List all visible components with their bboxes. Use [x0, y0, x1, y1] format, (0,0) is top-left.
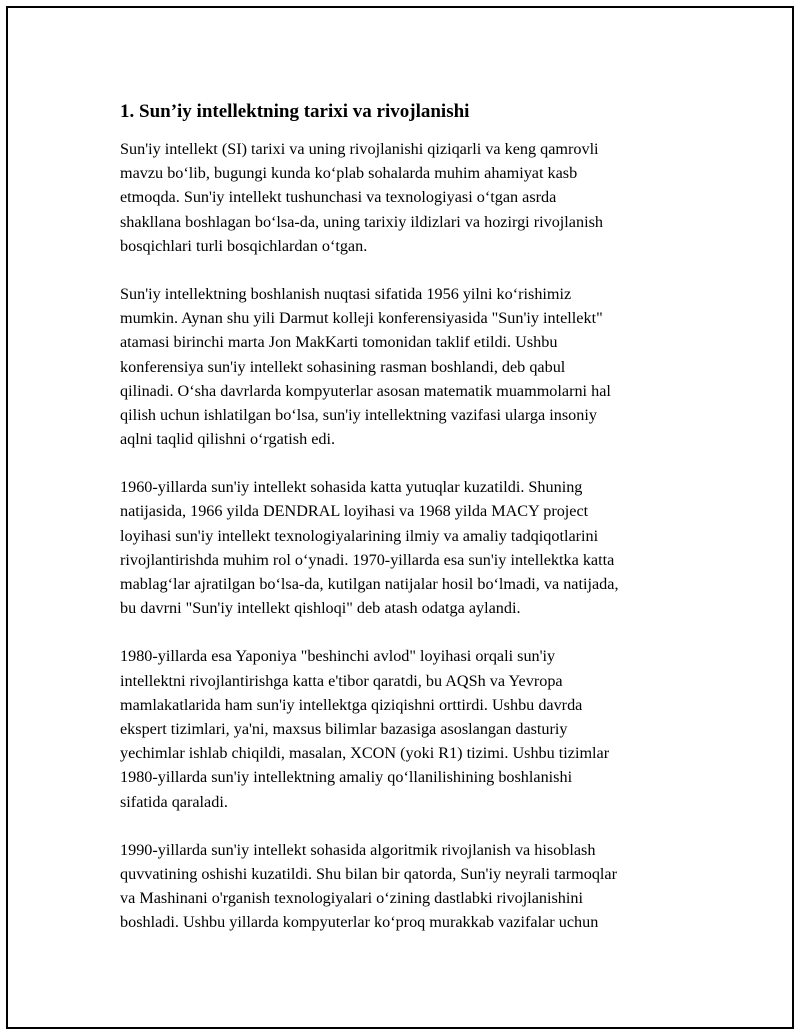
- text-line: bosqichlari turli bosqichlardan o‘tgan.: [120, 236, 368, 255]
- text-line: 1960-yillarda sun'iy intellekt sohasida katta yutuqlar kuzatildi. Shuning: [120, 478, 583, 497]
- document-body: [120, 99, 700, 958]
- text-line: etmoqda. Sun'iy intellekt tushunchasi va texnologiyasi o‘tgan asrda: [120, 188, 557, 207]
- paragraph-5: [120, 838, 700, 935]
- text-line: konferensiya sun'iy intellekt sohasining rasman boshlandi, deb qabul: [120, 357, 566, 376]
- text-line: yechimlar ishlab chiqildi, masalan, XCON (yoki R1) tizimi. Ushbu tizimlar: [120, 744, 610, 763]
- text-line: mavzu bo‘lib, bugungi kunda ko‘plab sohalarda muhim ahamiyat kasb: [120, 164, 578, 183]
- paragraph-4: [120, 644, 700, 813]
- text-line: bu davrni "Sun'iy intellekt qishloqi" deb atash odatga aylandi.: [120, 599, 521, 618]
- text-line: natijasida, 1966 yilda DENDRAL loyihasi va 1968 yilda MACY project: [120, 502, 589, 521]
- text-line: intellektni rivojlantirishga katta e'tibor qaratdi, bu AQSh va Yevropa: [120, 671, 563, 690]
- text-line: qilish uchun ishlatilgan bo‘lsa, sun'iy intellektning vazifasi ularga insoniy: [120, 405, 597, 424]
- text-line: rivojlantirishda muhim rol o‘ynadi. 1970-yillarda esa sun'iy intellektka katta: [120, 550, 615, 569]
- text-line: atamasi birinchi marta Jon MakKarti tomonidan taklif etildi. Ushbu: [120, 333, 558, 352]
- text-line: 1980-yillarda esa Yaponiya "beshinchi avlod" loyihasi orqali sun'iy: [120, 647, 556, 666]
- paragraph-2: [120, 282, 700, 451]
- text-line: Sun'iy intellekt (SI) tarixi va uning rivojlanishi qiziqarli va keng qamrovli: [120, 140, 599, 158]
- text-line: boshladi. Ushbu yillarda kompyuterlar ko‘proq murakkab vazifalar uchun: [120, 913, 599, 932]
- text-line: 1990-yillarda sun'iy intellekt sohasida algoritmik rivojlanish va hisoblash: [120, 840, 596, 859]
- text-line: qilinadi. O‘sha davrlarda kompyuterlar asosan matematik muammolarni hal: [120, 381, 611, 400]
- text-line: loyihasi sun'iy intellekt texnologiyalarining ilmiy va amaliy tadqiqotlarini: [120, 526, 599, 545]
- text-line: va Mashinani o'rganish texnologiyalari o‘zining dastlabki rivojlanishini: [120, 889, 583, 908]
- text-line: mablag‘lar ajratilgan bo‘lsa-da, kutilgan natijalar hosil bo‘lmadi, va natijada,: [120, 575, 619, 593]
- text-line: aqlni taqlid qilishni o‘rgatish edi.: [120, 430, 336, 449]
- section-heading: 1. Sun’iy intellektning tarixi va rivojlanishi: [120, 101, 470, 122]
- paragraph-1: [120, 137, 700, 258]
- page-frame: [6, 6, 794, 1029]
- text-line: shakllana boshlagan bo‘lsa-da, uning tarixiy ildizlari va hozirgi rivojlanish: [120, 212, 603, 231]
- text-line: sifatida qaraladi.: [120, 792, 228, 811]
- text-line: Sun'iy intellektning boshlanish nuqtasi sifatida 1956 yilni ko‘rishimiz: [120, 284, 572, 303]
- text-line: mamlakatlarida ham sun'iy intellektga qiziqishni orttirdi. Ushbu davrda: [120, 695, 583, 714]
- paragraph-3: [120, 475, 700, 620]
- text-line: mumkin. Aynan shu yili Darmut kolleji konferensiyasida "Sun'iy intellekt": [120, 309, 603, 328]
- text-line: quvvatining oshishi kuzatildi. Shu bilan bir qatorda, Sun'iy neyrali tarmoqlar: [120, 864, 618, 883]
- text-line: 1980-yillarda sun'iy intellektning amaliy qo‘llanilishining boshlanishi: [120, 768, 573, 787]
- text-line: ekspert tizimlari, ya'ni, maxsus bilimlar bazasiga asoslangan dasturiy: [120, 719, 568, 738]
